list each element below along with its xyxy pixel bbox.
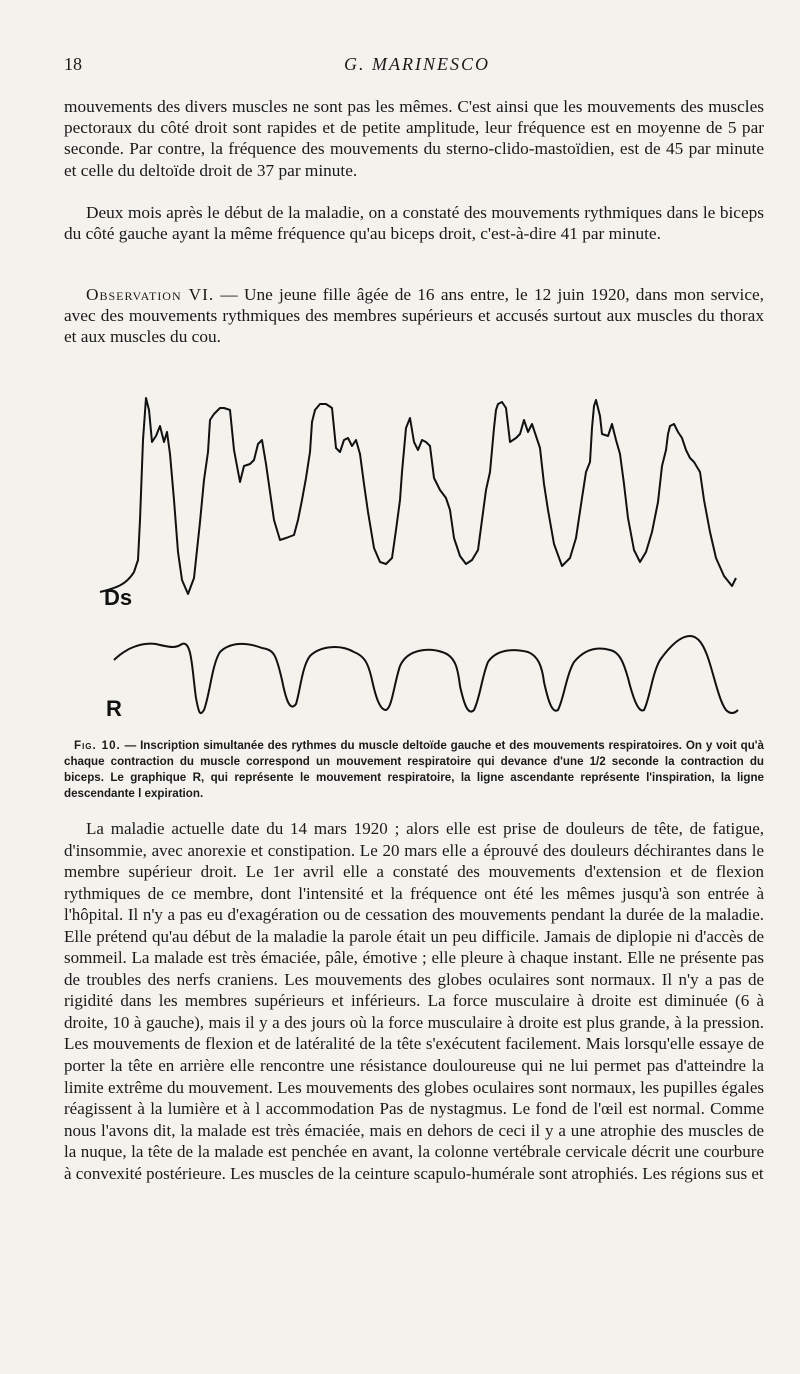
page-header [64,54,770,80]
observation-label: Observation VI. [86,285,215,304]
paragraph-1: mouvements des divers muscles ne sont pas les mêmes. C'est ainsi que les mouvements des muscles pectoraux du côté droit sont rapides et de petite amplitude, leur fréquence est en moyenne de 5 par seconde. Par contre, la fréquence des mouvements du sterno-clido-mastoïdien, est de 45 par minute et celle du deltoïde droit de 37 par minute. [64,97,764,180]
running-title: G. MARINESCO [344,54,490,74]
label-r: R [106,696,122,721]
paragraph-4: La maladie actuelle date du 14 mars 1920 ; alors elle est prise de douleurs de tête, de fatigue, d'insommie, avec anorexie et constipation. Le 20 mars elle a éprouvé des douleurs déchirantes dans le membre supérieur droit. Le 1er avril elle a constaté des mouvements d'extension et de flexion rythmiques de ce membre, dont l'intensité et la fréquence ont été les mêmes jusqu'à son entrée à l'hôpital. Il n'y a pas eu d'exagération ou de cessation des mouvements pendant la durée de la maladie. Elle prétend qu'au début de la maladie la parole était un peu difficile. Jamais de diplopie ni d'accès de sommeil. La malade est très émaciée, pâle, émotive ; elle pleure à chaque instant. Elle ne présente pas de troubles des nerfs craniens. Les mouvements des globes oculaires sont normaux. Il n'y a pas de rigidité dans les membres supérieurs et inférieurs. La force musculaire à droite est diminuée (6 à droite, 10 à gauche), mais il y a des jours où la force musculaire à droite est plus grande, à la pression. Les mouvements de flexion et de latéralité de la tête s'exécutent facilement. Mais lorsqu'elle essaye de porter la tête en arrière elle rencontre une résistance douloureuse qui ne lui permet pas d'atteindre la limite extrême du mouvement. Les mouvements des globes oculaires sont normaux, les pupilles égales réagissent à la lumière et à l accommodation Pas de nystagmus. Le fond de l'œil est normal. Comme nous l'avons dit, la malade est très émaciée, mais en dehors de ceci il y a une atrophie des muscles de la nuque, la tête de la malade est penchée en avant, la colonne vertébrale cervicale décrit une courbure à convexité postérieure. Les muscles de la ceinture scapulo-humérale sont atrophiés. Les régions sus et [64,819,764,1183]
caption-text: — Inscription simultanée des rythmes du muscle deltoïde gauche et des mouvements respiratoires. On y voit qu'à chaque contraction du muscle correspond un mouvement respiratoire qui devance d'une 1/2 seconde la contraction du biceps. Le graphique R, qui représente le mouvement respiratoire, la ligne ascendante représente l'inspiration, la ligne descendante l expiration. [64,739,764,800]
deltoid-tracing [100,398,736,594]
tracings-svg [64,380,764,732]
label-ds: Ds [104,585,133,610]
page-number: 18 [64,54,82,74]
respiratory-tracing [114,636,738,713]
figure-10 [64,380,764,732]
paragraph-2: Deux mois après le début de la maladie, on a constaté des mouvements rythmiques dans le biceps du côté gauche ayant la même fréquence qu'au biceps droit, c'est-à-dire 41 par minute. [64,203,764,244]
observation-text: — Une jeune fille âgée de 16 ans entre, le 12 juin 1920, dans mon service, avec des mouvements rythmiques des membres supérieurs et accusés surtout aux muscles du thorax et aux muscles du cou. [64,285,764,347]
paragraph-observation-vi [64,284,764,348]
figure-caption [64,738,764,802]
caption-lead: Fig. 10. [74,739,121,752]
